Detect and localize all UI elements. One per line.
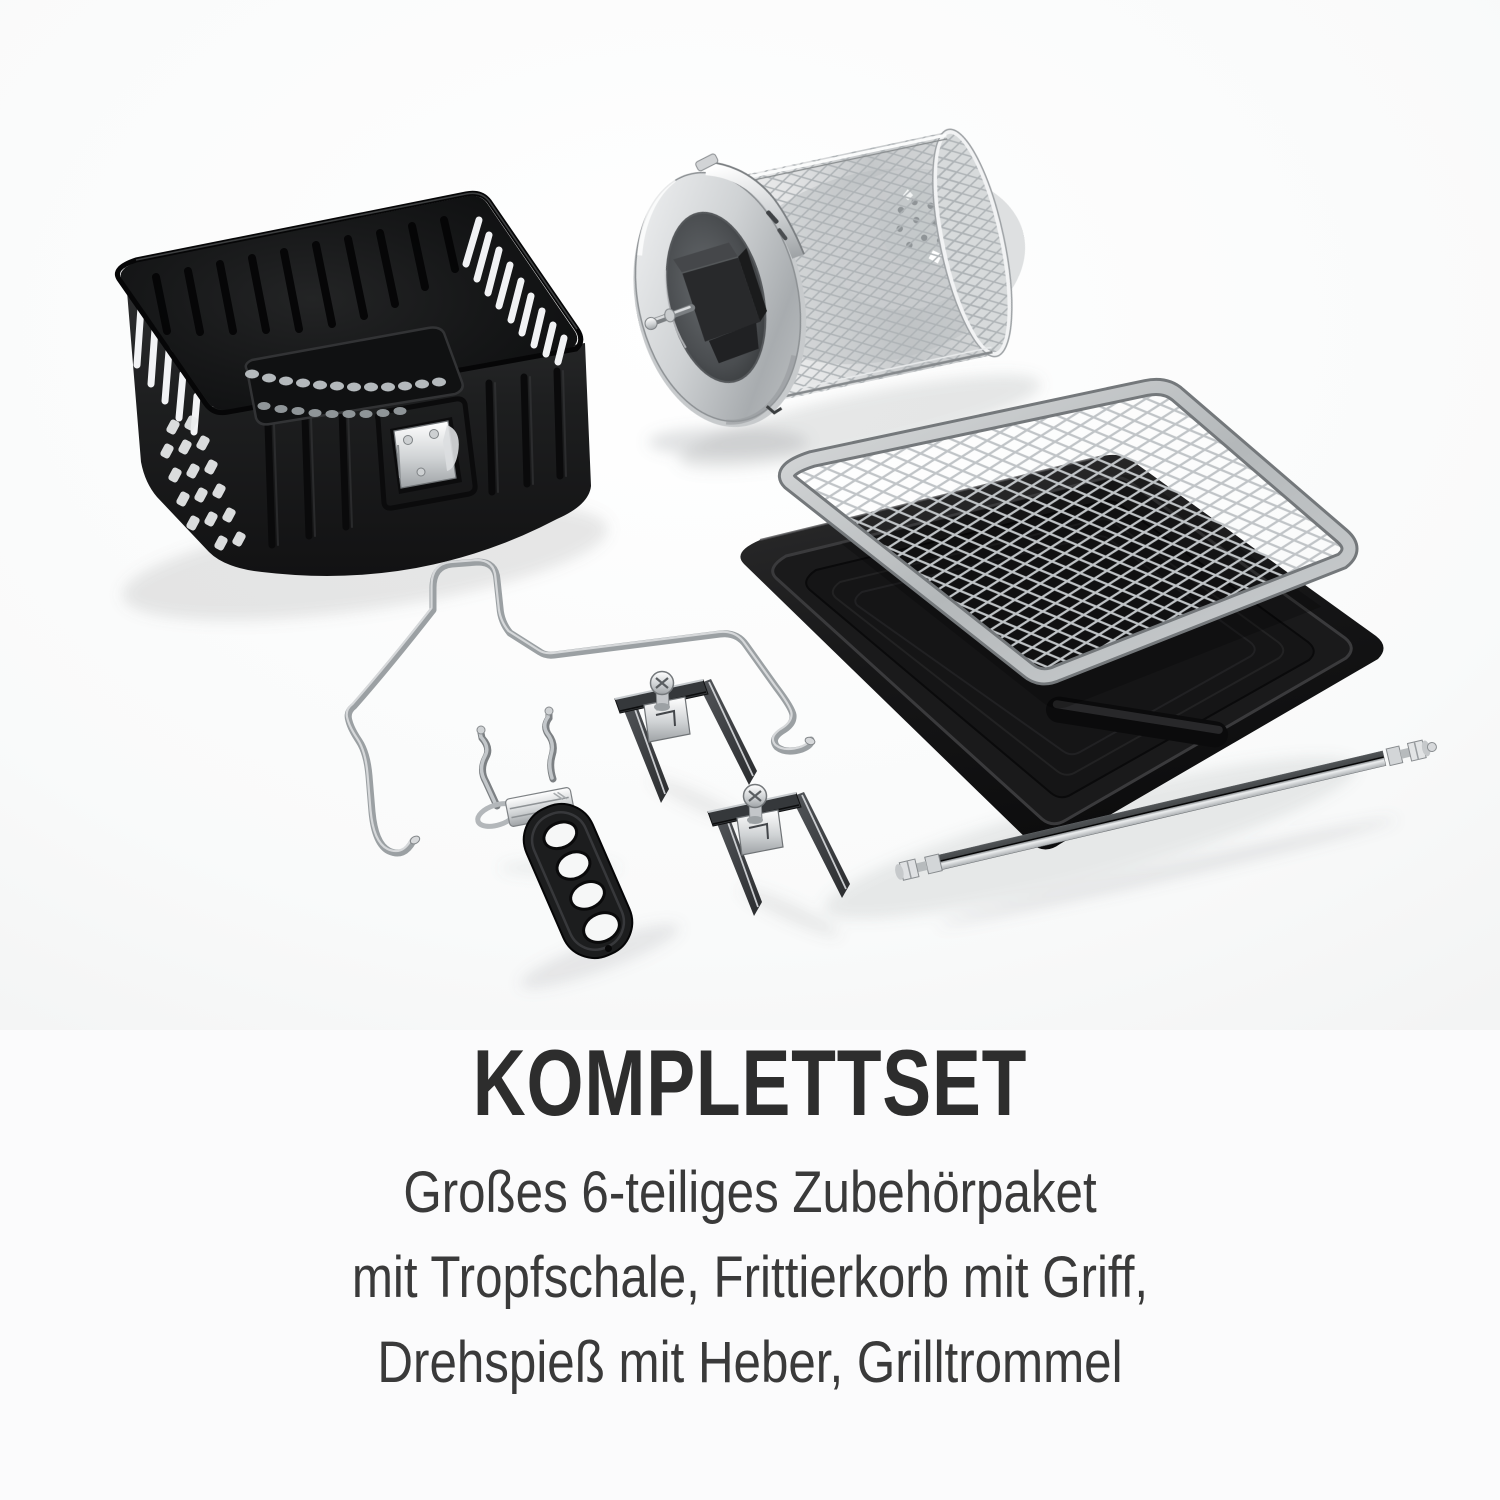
product-description bbox=[113, 1150, 1388, 1405]
description-line-1: Großes 6-teiliges Zubehörpaket bbox=[403, 1160, 1097, 1225]
product-heading: KOMPLETTSET bbox=[472, 1030, 1028, 1135]
description-line-3: Drehspieß mit Heber, Grilltrommel bbox=[377, 1330, 1123, 1395]
description-line-2: mit Tropfschale, Frittierkorb mit Griff, bbox=[351, 1245, 1149, 1310]
